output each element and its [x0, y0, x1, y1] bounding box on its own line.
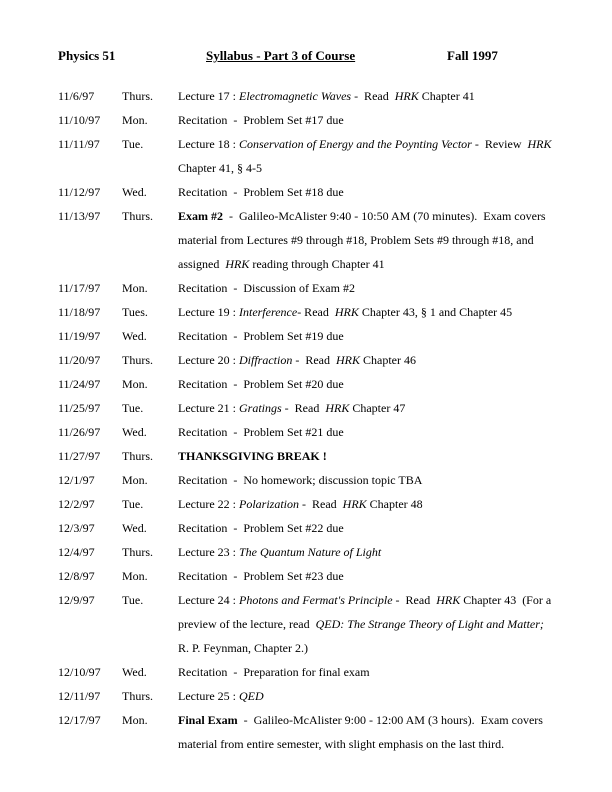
- row-day: Thurs.: [122, 449, 153, 463]
- schedule-row: [58, 684, 556, 708]
- schedule-row: [58, 660, 556, 684]
- row-description: Lecture 17 : Electromagnetic Waves - Read HRK Chapter 41: [178, 89, 475, 103]
- schedule-row: [58, 588, 556, 660]
- schedule-table: [58, 84, 556, 756]
- course-name: Physics 51: [58, 48, 116, 63]
- row-description: Lecture 21 : Gratings - Read HRK Chapter 47: [178, 401, 406, 415]
- schedule-row: [58, 300, 556, 324]
- row-date: 12/8/97: [58, 569, 95, 583]
- row-day: Wed.: [122, 329, 147, 343]
- row-description: Recitation - Problem Set #20 due: [178, 377, 344, 391]
- row-day: Mon.: [122, 113, 148, 127]
- row-date: 11/20/97: [58, 353, 101, 367]
- row-date: 11/11/97: [58, 137, 100, 151]
- row-day: Thurs.: [122, 209, 153, 223]
- term-label: Fall 1997: [447, 48, 498, 63]
- row-day: Mon.: [122, 569, 148, 583]
- row-description: Recitation - Problem Set #22 due: [178, 521, 344, 535]
- row-date: 11/26/97: [58, 425, 101, 439]
- row-description: Recitation - Problem Set #17 due: [178, 113, 344, 127]
- row-day: Mon.: [122, 473, 148, 487]
- page-header: [0, 48, 612, 66]
- schedule-row: [58, 516, 556, 540]
- row-day: Mon.: [122, 713, 148, 727]
- row-date: 11/19/97: [58, 329, 101, 343]
- schedule-row: [58, 324, 556, 348]
- row-day: Thurs.: [122, 353, 153, 367]
- row-date: 11/24/97: [58, 377, 101, 391]
- row-description: Final Exam - Galileo-McAlister 9:00 - 12:00 AM (3 hours). Exam covers material from entire semester, with slight emphasis on the last third.: [178, 713, 546, 751]
- row-day: Thurs.: [122, 545, 153, 559]
- row-description: Exam #2 - Galileo-McAlister 9:40 - 10:50 AM (70 minutes). Exam covers material from Lectures #9 through #18, Problem Sets #9 through #18, and assigned HRK reading through Chapter 41: [178, 209, 549, 271]
- schedule-row: [58, 108, 556, 132]
- row-date: 12/10/97: [58, 665, 101, 679]
- row-day: Tue.: [122, 137, 144, 151]
- row-day: Wed.: [122, 665, 147, 679]
- row-description: Lecture 20 : Diffraction - Read HRK Chapter 46: [178, 353, 416, 367]
- row-description: Lecture 22 : Polarization - Read HRK Chapter 48: [178, 497, 423, 511]
- row-day: Wed.: [122, 185, 147, 199]
- row-day: Tue.: [122, 593, 144, 607]
- row-description: Recitation - Discussion of Exam #2: [178, 281, 355, 295]
- schedule-row: [58, 204, 556, 276]
- row-date: 11/13/97: [58, 209, 101, 223]
- page-title: Syllabus - Part 3 of Course: [206, 48, 356, 63]
- row-date: 12/2/97: [58, 497, 95, 511]
- schedule-row: [58, 468, 556, 492]
- schedule-row: [58, 420, 556, 444]
- row-description: Recitation - Problem Set #23 due: [178, 569, 344, 583]
- row-date: 12/1/97: [58, 473, 95, 487]
- row-day: Thurs.: [122, 89, 153, 103]
- schedule-row: [58, 276, 556, 300]
- row-day: Tues.: [122, 305, 148, 319]
- row-date: 12/9/97: [58, 593, 95, 607]
- row-day: Mon.: [122, 377, 148, 391]
- row-description: Lecture 25 : QED: [178, 689, 264, 703]
- row-date: 11/12/97: [58, 185, 101, 199]
- row-description: Recitation - Problem Set #18 due: [178, 185, 344, 199]
- row-date: 11/10/97: [58, 113, 101, 127]
- row-date: 12/17/97: [58, 713, 101, 727]
- row-day: Tue.: [122, 497, 144, 511]
- row-description: Lecture 19 : Interference- Read HRK Chapter 43, § 1 and Chapter 45: [178, 305, 513, 319]
- schedule-row: [58, 84, 556, 108]
- row-day: Tue.: [122, 401, 144, 415]
- schedule-row: [58, 492, 556, 516]
- row-description: Lecture 24 : Photons and Fermat's Principle - Read HRK Chapter 43 (For a preview of the lecture, read QED: The Strange Theory of Light and Matter; R. P. Feynman, Chapter 2.): [178, 593, 555, 655]
- row-date: 11/18/97: [58, 305, 101, 319]
- row-description: THANKSGIVING BREAK !: [178, 449, 327, 463]
- schedule-row: [58, 372, 556, 396]
- row-description: Recitation - No homework; discussion topic TBA: [178, 473, 423, 487]
- row-description: Recitation - Preparation for final exam: [178, 665, 370, 679]
- schedule-row: [58, 708, 556, 756]
- row-date: 12/11/97: [58, 689, 101, 703]
- schedule-row: [58, 132, 556, 180]
- schedule-row: [58, 348, 556, 372]
- row-date: 12/3/97: [58, 521, 95, 535]
- row-date: 11/17/97: [58, 281, 101, 295]
- row-day: Wed.: [122, 521, 147, 535]
- row-date: 11/27/97: [58, 449, 101, 463]
- schedule-row: [58, 540, 556, 564]
- row-day: Wed.: [122, 425, 147, 439]
- schedule-row: [58, 396, 556, 420]
- row-date: 11/6/97: [58, 89, 95, 103]
- row-description: Recitation - Problem Set #21 due: [178, 425, 344, 439]
- schedule-row: [58, 564, 556, 588]
- schedule-row: [58, 180, 556, 204]
- schedule-row: [58, 444, 556, 468]
- row-day: Thurs.: [122, 689, 153, 703]
- row-date: 11/25/97: [58, 401, 101, 415]
- row-date: 12/4/97: [58, 545, 95, 559]
- row-description: Lecture 18 : Conservation of Energy and the Poynting Vector - Review HRK Chapter 41, § 4-5: [178, 137, 555, 175]
- row-day: Mon.: [122, 281, 148, 295]
- row-description: Lecture 23 : The Quantum Nature of Light: [178, 545, 382, 559]
- row-description: Recitation - Problem Set #19 due: [178, 329, 344, 343]
